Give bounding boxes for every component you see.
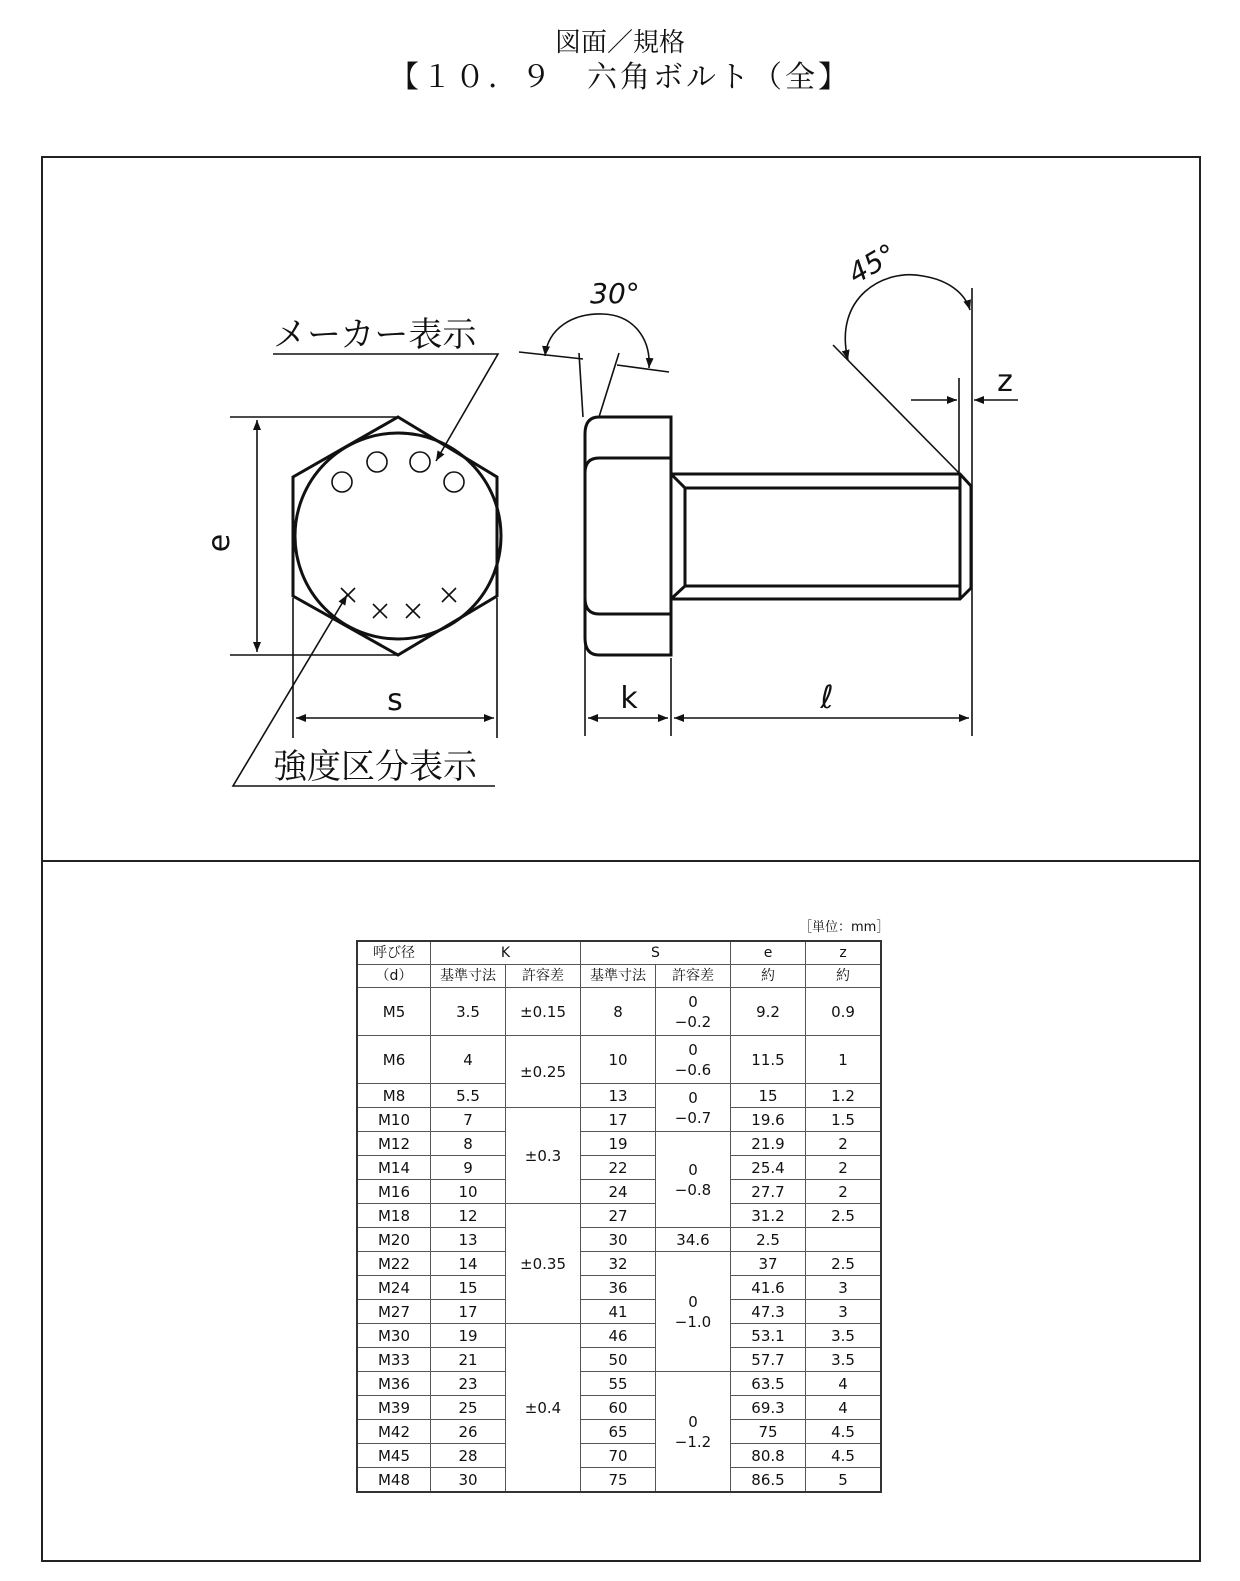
cell-d: M18 [357,1204,431,1228]
table-row [357,1444,881,1468]
cell-k: 26 [431,1420,506,1444]
cell-e: 9.2 [731,988,806,1036]
table-row [357,1036,881,1084]
cell-z: 2 [806,1156,882,1180]
tol-lower: −0.6 [674,1060,712,1079]
table-row [357,1180,881,1204]
table-row [357,1348,881,1372]
cell-s: 27 [581,1204,656,1228]
cell-z: 4 [806,1372,882,1396]
cell-k: 8 [431,1132,506,1156]
cell-z: 5 [806,1468,882,1493]
table-row [357,1300,881,1324]
cell-k: 13 [431,1228,506,1252]
title-product: 【１０．９ 六角ボルト（全】 [389,60,851,95]
header-e: e [731,941,806,965]
cell-s-tol [656,988,731,1036]
table-row [357,1204,881,1228]
tol-upper: 0 [688,1412,698,1431]
table-row [357,1156,881,1180]
strength-mark-x [341,588,355,602]
cell-z: 4.5 [806,1420,882,1444]
cell-k: 23 [431,1372,506,1396]
cell-z: 2.5 [806,1252,882,1276]
cell-e: 27.7 [731,1180,806,1204]
cell-e: 57.7 [731,1348,806,1372]
drawing-frame [41,156,1201,1562]
cell-e: 11.5 [731,1036,806,1084]
dim-z-label: z [997,364,1013,399]
cell-k: 21 [431,1348,506,1372]
cell-d: M14 [357,1156,431,1180]
table-row [357,1396,881,1420]
cell-k: 4 [431,1036,506,1084]
cell-e: 80.8 [731,1444,806,1468]
cell-e: 37 [731,1252,806,1276]
cell-s: 65 [581,1420,656,1444]
cell-d: M33 [357,1348,431,1372]
header-z: z [806,941,882,965]
cell-d: M39 [357,1396,431,1420]
cell-s: 10 [581,1036,656,1084]
cell-d: M10 [357,1108,431,1132]
subheader-d: （d） [357,965,431,988]
tol-lower: −0.7 [674,1108,712,1127]
cell-d: M22 [357,1252,431,1276]
table-row [357,1420,881,1444]
bolt-shank [671,474,971,599]
cell-s: 60 [581,1396,656,1420]
tol-lower: −1.0 [674,1312,712,1331]
cell-e: 21.9 [731,1132,806,1156]
title-category: 図面／規格 [554,28,685,58]
cell-d: M20 [357,1228,431,1252]
maker-mark-dot [367,452,387,472]
angle-30-arc [545,314,649,368]
cell-e: 41.6 [731,1276,806,1300]
bolt-drawing [43,158,1199,858]
cell-s: 8 [581,988,656,1036]
cell-e: 34.6 [656,1228,731,1252]
cell-z: 0.9 [806,988,882,1036]
cell-z: 3.5 [806,1324,882,1348]
cell-e: 15 [731,1084,806,1108]
cell-d: M12 [357,1132,431,1156]
tol-upper: 0 [688,1160,698,1179]
cell-s: 13 [581,1084,656,1108]
cell-s: 70 [581,1444,656,1468]
maker-mark-dot [444,472,464,492]
cell-k: 30 [431,1468,506,1493]
table-subheader-row [357,965,881,988]
dim-k-label: k [620,681,638,716]
subheader-k-basic: 基準寸法 [431,965,506,988]
cell-d: M8 [357,1084,431,1108]
cell-e: 63.5 [731,1372,806,1396]
cell-d: M45 [357,1444,431,1468]
cell-e: 75 [731,1420,806,1444]
table-row [357,1108,881,1132]
subheader-z-approx: 約 [806,965,882,988]
header-nominal: 呼び径 [357,941,431,965]
cell-z: 2.5 [731,1228,806,1252]
table-row [357,1252,881,1276]
cell-z: 1 [806,1036,882,1084]
cell-e: 47.3 [731,1300,806,1324]
cell-s: 22 [581,1156,656,1180]
cell-k: 25 [431,1396,506,1420]
cell-z: 1.2 [806,1084,882,1108]
cell-z: 3 [806,1276,882,1300]
cell-k: 14 [431,1252,506,1276]
cell-d: M6 [357,1036,431,1084]
cell-s-tol [656,1036,731,1084]
cell-s: 24 [581,1180,656,1204]
cell-e: 19.6 [731,1108,806,1132]
chamfer-45-line [833,345,960,474]
cell-z: 4.5 [806,1444,882,1468]
subheader-s-tol: 許容差 [656,965,731,988]
cell-k-tol: ±0.35 [506,1204,581,1324]
cell-k: 19 [431,1324,506,1348]
tol-upper: 0 [688,1292,698,1311]
angle-45-label: 45° [842,237,902,291]
cell-s: 46 [581,1324,656,1348]
cell-k: 10 [431,1180,506,1204]
cell-d: M27 [357,1300,431,1324]
subheader-s-basic: 基準寸法 [581,965,656,988]
dim-l-label: ℓ [820,678,834,716]
cell-s-tol [656,1132,731,1228]
cell-e: 69.3 [731,1396,806,1420]
section-divider [43,860,1199,862]
cell-d: M30 [357,1324,431,1348]
header-k: K [431,941,581,965]
cell-k: 28 [431,1444,506,1468]
cell-k: 7 [431,1108,506,1132]
cell-e: 86.5 [731,1468,806,1493]
table-row [357,1468,881,1493]
cell-s: 50 [581,1348,656,1372]
table-row [357,1372,881,1396]
cell-s: 36 [581,1276,656,1300]
cell-z: 4 [806,1396,882,1420]
tol-lower: −1.2 [674,1432,712,1451]
cell-k-tol: ±0.4 [506,1324,581,1493]
dim-s-label: s [387,683,403,718]
cell-z: 2 [806,1180,882,1204]
tol-lower: −0.2 [674,1012,712,1031]
table-row [357,1228,881,1252]
cell-z: 2 [806,1132,882,1156]
cell-s: 55 [581,1372,656,1396]
subheader-e-approx: 約 [731,965,806,988]
cell-s: 30 [581,1228,656,1252]
cell-k: 3.5 [431,988,506,1036]
table-row [357,1084,881,1108]
cell-e: 53.1 [731,1324,806,1348]
cell-e: 25.4 [731,1156,806,1180]
table-header-row [357,941,881,965]
table-row [357,1132,881,1156]
maker-mark-dot [410,452,430,472]
cell-z: 3.5 [806,1348,882,1372]
cell-d: M48 [357,1468,431,1493]
bolt-head-side [585,417,671,655]
strength-mark-x [406,604,420,618]
cell-s-tol [656,1372,731,1493]
cell-d: M24 [357,1276,431,1300]
strength-mark-x [442,588,456,602]
cell-d: M36 [357,1372,431,1396]
cell-s: 41 [581,1300,656,1324]
cell-z: 3 [806,1300,882,1324]
cell-k-tol: ±0.3 [506,1108,581,1204]
unit-label: ［単位：mm］ [799,920,890,935]
cell-e: 31.2 [731,1204,806,1228]
cell-s: 75 [581,1468,656,1493]
cell-k: 9 [431,1156,506,1180]
cell-s: 32 [581,1252,656,1276]
angle-30-label: 30° [590,277,640,310]
tol-upper: 0 [688,1040,698,1059]
cell-d: M16 [357,1180,431,1204]
cell-d: M5 [357,988,431,1036]
cell-k-tol: ±0.25 [506,1036,581,1108]
cell-d: M42 [357,1420,431,1444]
label-strength: 強度区分表示 [273,747,477,787]
cell-s: 19 [581,1132,656,1156]
cell-z: 1.5 [806,1108,882,1132]
cell-s-tol [656,1084,731,1132]
dimension-table [356,940,882,1493]
tol-lower: −0.8 [674,1180,712,1199]
subheader-k-tol: 許容差 [506,965,581,988]
label-maker: メーカー表示 [273,315,477,355]
maker-mark-dot [332,472,352,492]
table-row [357,1276,881,1300]
cell-k-tol: ±0.15 [506,988,581,1036]
cell-s-tol [656,1252,731,1372]
cell-k: 12 [431,1204,506,1228]
table-row [357,1324,881,1348]
cell-k: 15 [431,1276,506,1300]
title-block [0,28,1240,96]
cell-s: 17 [581,1108,656,1132]
cell-k: 17 [431,1300,506,1324]
table-row [357,988,881,1036]
strength-mark-x [373,604,387,618]
hex-outline [293,417,497,655]
cell-z: 2.5 [806,1204,882,1228]
washer-face-circle [295,433,501,639]
header-s: S [581,941,731,965]
cell-k: 5.5 [431,1084,506,1108]
dim-e-label: e [202,533,237,553]
leader-maker [273,354,498,461]
tol-upper: 0 [688,1088,698,1107]
tol-upper: 0 [688,992,698,1011]
